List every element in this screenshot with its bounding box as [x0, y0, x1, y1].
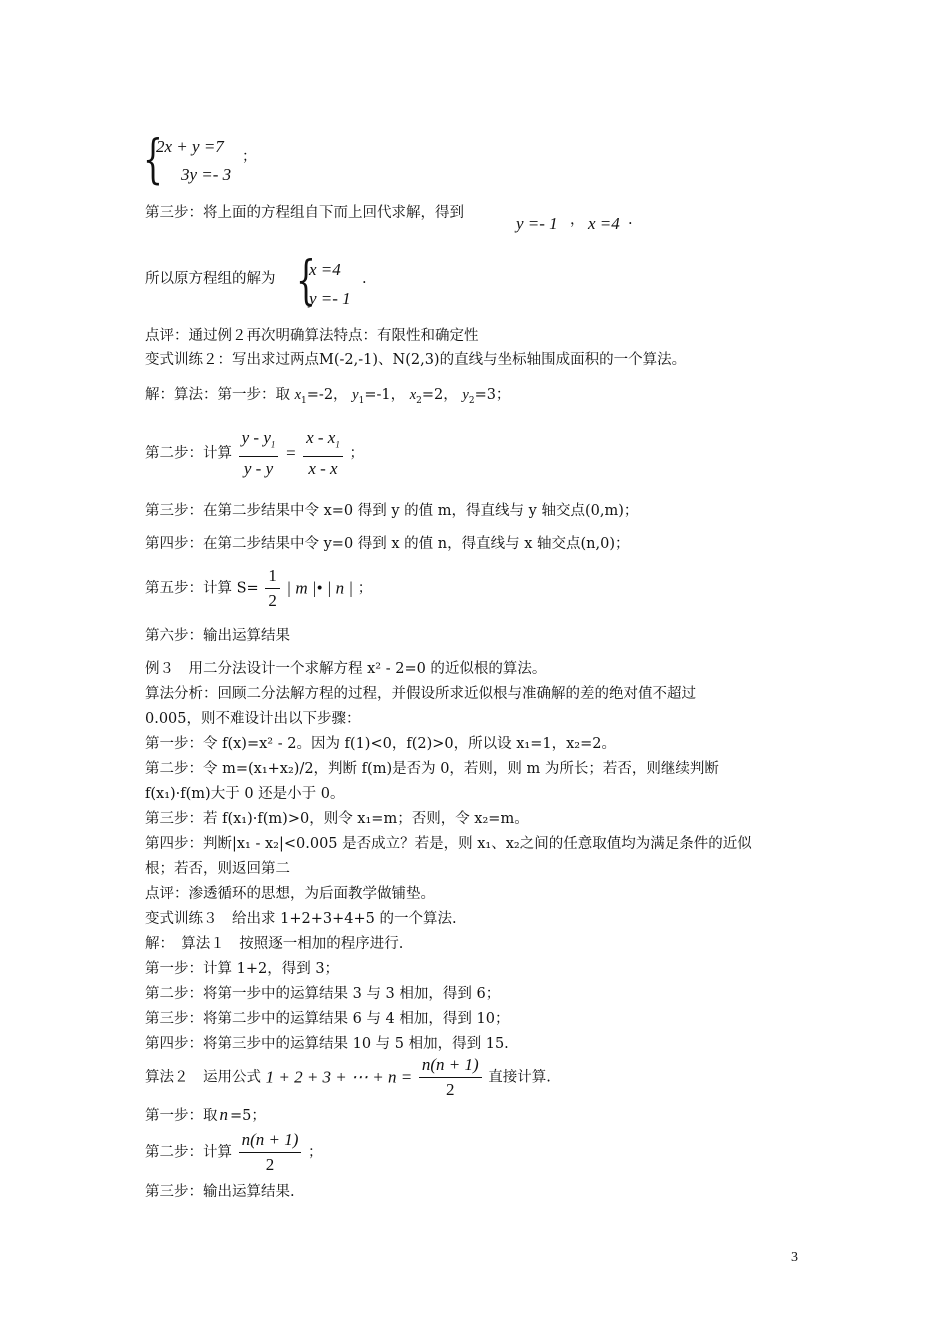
alg2-step3: 第三步：输出运算结果.: [145, 1184, 295, 1200]
left-brace-2: {: [296, 251, 316, 311]
sum-num: n(n + 1): [419, 1055, 482, 1078]
x1-var: x: [294, 387, 302, 403]
sol-prefix: 解：算法：第一步：取: [145, 387, 290, 403]
left-brace-1: {: [143, 130, 163, 190]
alg1-step3: 第三步：将第二步中的运算结果 6 与 4 相加，得到 10；: [145, 1011, 510, 1027]
step3-y: y =- 1: [516, 214, 558, 233]
alg1-step2: 第二步：将第一步中的运算结果 3 与 3 相加，得到 6；: [145, 986, 501, 1002]
solution-eq2: y =- 1: [309, 289, 351, 308]
step5-end: ；: [357, 580, 373, 597]
a2s1-tail: =5；: [230, 1108, 266, 1124]
alg2-step1: [145, 1105, 266, 1126]
analysis-1: 算法分析：回顾二分法解方程的过程，并假设所求近似根与准确解的差的绝对值不超过: [145, 686, 696, 702]
abs-product: | m |• | n |: [286, 578, 354, 598]
half-num: 1: [265, 566, 280, 589]
y2-var: y: [462, 387, 469, 403]
alg1-step4: 第四步：将第三步中的运算结果 10 与 5 相加，得到 15.: [145, 1036, 509, 1052]
sum-fraction: [419, 1055, 482, 1100]
system1-eq1: 2x + y =7: [156, 137, 224, 156]
y1-val: =-1，: [364, 387, 406, 403]
variant-3: 变式训练３ 给出求 1+2+3+4+5 的一个算法.: [145, 911, 457, 927]
x1-val: =-2，: [306, 387, 348, 403]
step3-end: .: [628, 212, 633, 228]
sum-den: 2: [445, 1080, 455, 1099]
example-3: 例３ 用二分法设计一个求解方程 x² - 2=0 的近似根的算法。: [145, 661, 547, 677]
comment-1: 点评：通过例２再次明确算法特点：有限性和确定性: [145, 328, 479, 344]
a2s2-end: ；: [308, 1144, 323, 1161]
algorithm-1: 解： 算法１ 按照逐一相加的程序进行.: [145, 936, 404, 952]
calc-num: n(n + 1): [239, 1130, 302, 1153]
calc-fraction: [239, 1130, 302, 1175]
alg2-tail: 直接计算.: [488, 1069, 551, 1086]
variant-2: 变式训练２：写出求过两点M(-2,-1)、N(2,3)的直线与坐标轴围成面积的一个算法。: [145, 352, 687, 368]
step3b: 第三步：在第二步结果中令 x=0 得到 y 的值 m，得直线与 y 轴交点(0,m)；: [145, 503, 639, 519]
step2-label: 第二步：计算: [145, 445, 232, 462]
analysis-2: 0.005，则不难设计出以下步骤：: [145, 711, 361, 727]
bisection-step4a: 第四步：判断|x₁ - x₂|<0.005 是否成立？若是，则 x₁、x₂之间的任意取值均为满足条件的近似: [145, 836, 752, 852]
step4b: 第四步：在第二步结果中令 y=0 得到 x 的值 n，得直线与 x 轴交点(n,0)；: [145, 536, 630, 552]
step6: 第六步：输出运算结果: [145, 628, 290, 644]
frac-y-num: y - y: [241, 428, 271, 447]
step5-line: [145, 566, 372, 611]
bisection-step1: 第一步：令 f(x)=x² - 2。因为 f(1)<0，f(2)>0，所以设 x₁=1，x₂=2。: [145, 736, 616, 752]
solution-eq1: x =4: [309, 260, 341, 279]
solution-text: 所以原方程组的解为: [145, 271, 276, 287]
fraction-x: $\frac{x - x_1}{x - x}$: [303, 428, 343, 479]
a2s1-label: 第一步：取: [145, 1108, 218, 1124]
step3-line: [145, 203, 464, 223]
frac-x-den: x - x: [308, 459, 338, 479]
alg2-step2: [145, 1130, 323, 1175]
n-var: n: [219, 1105, 228, 1124]
frac-x-num: x - x: [306, 428, 336, 447]
bisection-step3: 第三步：若 f(x₁)·f(m)>0，则令 x₁=m；否则，令 x₂=m。: [145, 811, 529, 827]
a2s2-label: 第二步：计算: [145, 1144, 232, 1161]
frac-y-den: y - y: [243, 459, 274, 479]
fraction-y: $\frac{y - y_1}{y - y}$: [239, 428, 279, 479]
bisection-step2a: 第二步：令 m=(x₁+x₂)/2，判断 f(m)是否为 0，若则，则 m 为所长；若否，则继续判断: [145, 761, 719, 777]
algorithm-2: [145, 1055, 551, 1100]
system1-tail: ；: [242, 149, 257, 165]
step5-label: 第五步：计算 S=: [145, 580, 259, 597]
bisection-step2b: f(x₁)·f(m)大于 0 还是小于 0。: [145, 786, 345, 802]
x2-var: x: [409, 387, 417, 403]
sum-lhs: 1 + 2 + 3 + ⋯ + n =: [265, 1067, 413, 1087]
alg1-step1: 第一步：计算 1+2，得到 3；: [145, 961, 340, 977]
y2-val: =3；: [474, 387, 511, 403]
solution-end: .: [362, 271, 367, 287]
page-number: 3: [791, 1250, 798, 1265]
step2-line: 第二步：计算 $\frac{y - y_1}{y - y}$ = $\frac{x - x_1}{x - x}$ ；: [145, 428, 364, 479]
calc-den: 2: [265, 1155, 275, 1174]
step3-sep: ，: [570, 212, 585, 228]
alg2-label: 算法２ 运用公式: [145, 1069, 261, 1086]
half-fraction: [265, 566, 280, 611]
variant2-solution: 解：算法：第一步：取 $x_1=-2$， $y_1=-1$， $x_2=2$， $y_2=3$；: [145, 387, 511, 406]
y1-var: y: [352, 387, 359, 403]
system1-eq2: 3y =- 3: [181, 165, 232, 184]
step3-text: 第三步：将上面的方程组自下而上回代求解，得到: [145, 205, 464, 221]
step3-x: x =4: [588, 214, 620, 233]
bisection-step4b: 根；若否，则返回第二: [145, 861, 290, 877]
comment-2: 点评：渗透循环的思想，为后面教学做铺垫。: [145, 886, 435, 902]
half-den: 2: [268, 591, 277, 610]
x2-val: =2，: [421, 387, 458, 403]
step2-end: ；: [349, 445, 364, 462]
